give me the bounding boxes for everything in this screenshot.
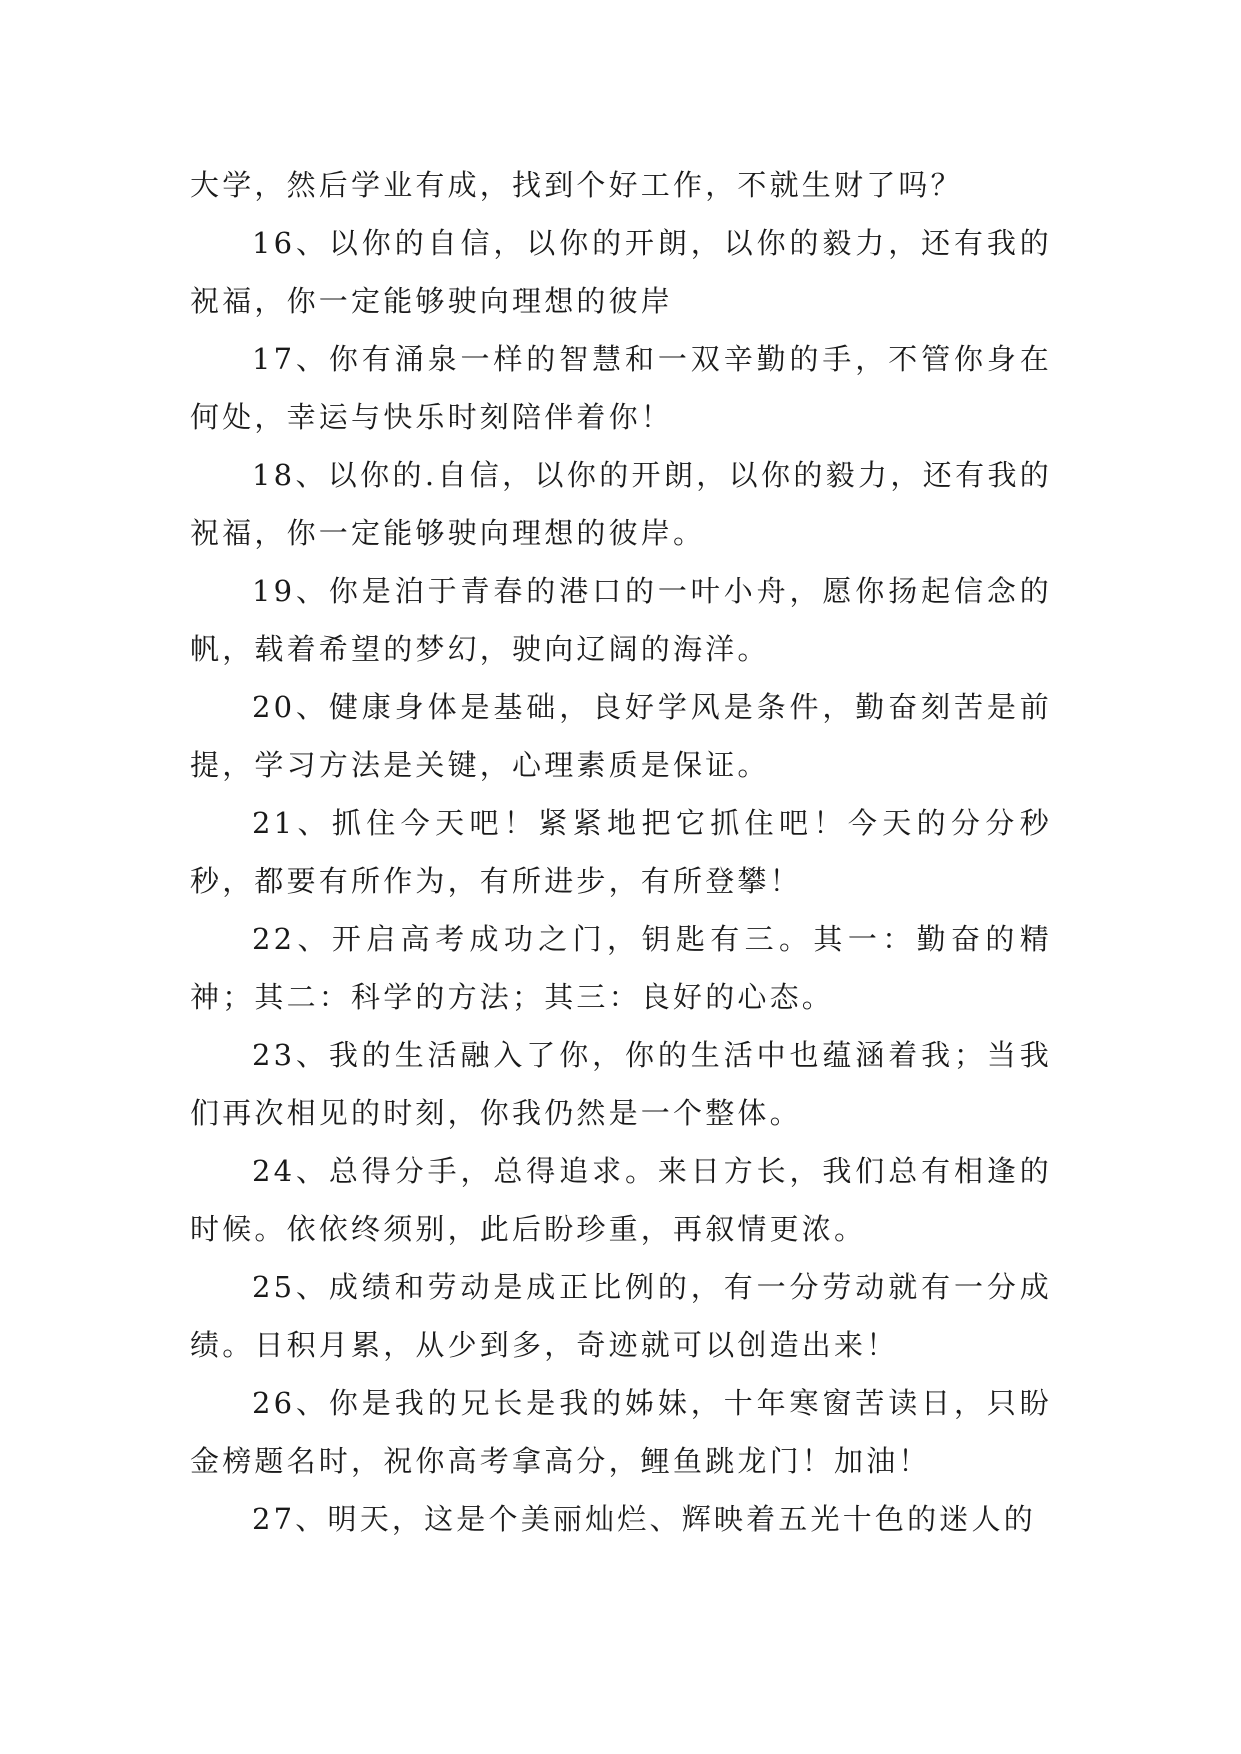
paragraph: 24、总得分手，总得追求。来日方长，我们总有相逢的时候。依依终须别，此后盼珍重，再叙情更浓。 — [190, 1154, 1052, 1246]
paragraph: 18、以你的.自信，以你的开朗，以你的毅力，还有我的祝福，你一定能够驶向理想的彼岸。 — [190, 458, 1052, 550]
paragraph: 17、你有涌泉一样的智慧和一双辛勤的手，不管你身在何处，幸运与快乐时刻陪伴着你！ — [190, 342, 1052, 434]
paragraph: 22、开启高考成功之门，钥匙有三。其一：勤奋的精神；其二：科学的方法；其三：良好的心态。 — [190, 922, 1052, 1014]
paragraph: 19、你是泊于青春的港口的一叶小舟，愿你扬起信念的帆，载着希望的梦幻，驶向辽阔的海洋。 — [190, 574, 1052, 666]
paragraph: 21、抓住今天吧！紧紧地把它抓住吧！今天的分分秒秒，都要有所作为，有所进步，有所登攀！ — [190, 806, 1052, 898]
paragraph: 25、成绩和劳动是成正比例的，有一分劳动就有一分成绩。日积月累，从少到多，奇迹就可以创造出来！ — [190, 1270, 1052, 1362]
paragraph: 23、我的生活融入了你，你的生活中也蕴涵着我；当我们再次相见的时刻，你我仍然是一个整体。 — [190, 1038, 1052, 1130]
paragraph: 大学，然后学业有成，找到个好工作，不就生财了吗？ — [190, 168, 963, 202]
paragraph: 20、健康身体是基础，良好学风是条件，勤奋刻苦是前提，学习方法是关键，心理素质是保证。 — [190, 690, 1052, 782]
paragraph: 27、明天，这是个美丽灿烂、辉映着五光十色的迷人的 — [252, 1502, 1036, 1536]
paragraph: 26、你是我的兄长是我的姊妹，十年寒窗苦读日，只盼金榜题名时，祝你高考拿高分，鲤鱼跳龙门！加油！ — [190, 1386, 1052, 1478]
document-body — [190, 156, 1052, 1548]
paragraph: 16、以你的自信，以你的开朗，以你的毅力，还有我的祝福，你一定能够驶向理想的彼岸 — [190, 226, 1052, 318]
